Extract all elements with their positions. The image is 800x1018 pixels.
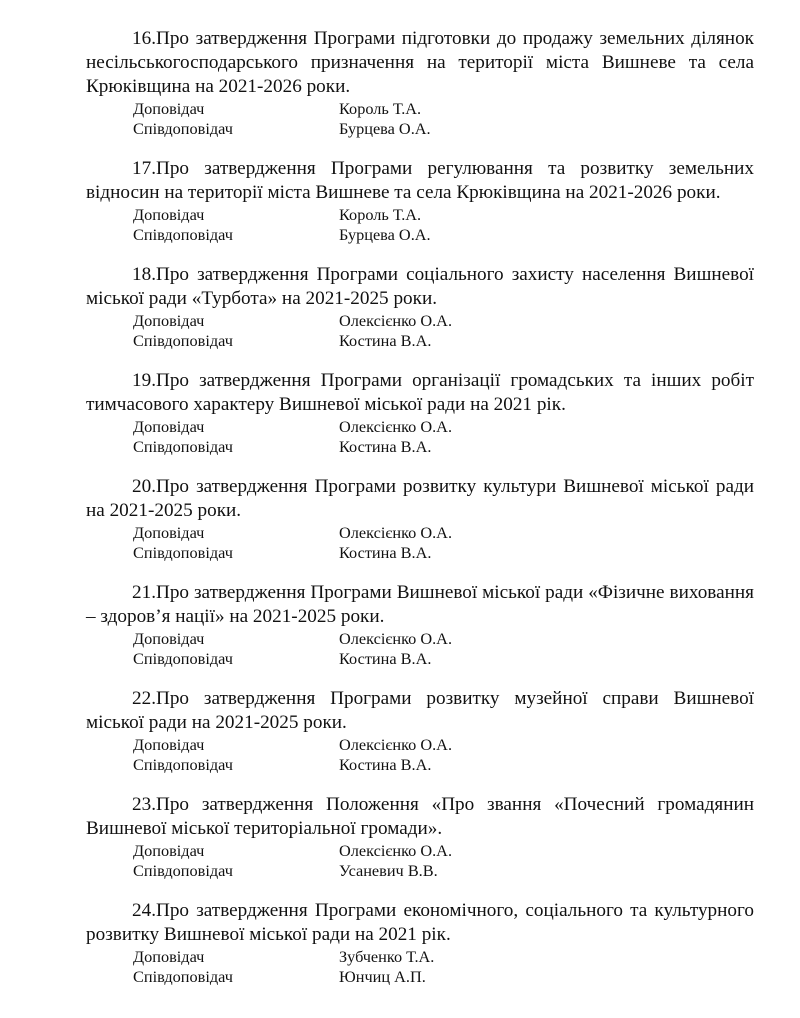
reporter-row — [86, 99, 754, 119]
reporter-label: Доповідач — [133, 947, 205, 966]
coreporter-label: Співдоповідач — [133, 543, 233, 562]
coreporter-name: Костина В.А. — [339, 755, 432, 774]
agenda-item-title: 22.Про затвердження Програми розвитку музейної справи Вишневої міської ради на 2021-2025 роки. — [86, 688, 754, 733]
reporter-label: Доповідач — [133, 205, 205, 224]
agenda-item-title: 18.Про затвердження Програми соціального захисту населення Вишневої міської ради «Турбота» на 2021-2025 роки. — [86, 264, 754, 309]
reporter-name: Олексієнко О.А. — [339, 735, 453, 754]
coreporter-name: Бурцева О.А. — [339, 225, 431, 244]
reporter-name: Король Т.А. — [339, 99, 422, 118]
coreporter-label: Співдоповідач — [133, 967, 233, 986]
agenda-item-title: 23.Про затвердження Положення «Про звання «Почесний громадянин Вишневої міської територіальної громади». — [86, 794, 754, 839]
reporter-label: Доповідач — [133, 841, 205, 860]
agenda-item-title: 17.Про затвердження Програми регулювання та розвитку земельних відносин на території міста Вишневе та села Крюківщина на 2021-2026 роки. — [86, 158, 754, 203]
reporter-row — [86, 629, 754, 649]
reporter-row — [86, 417, 754, 437]
reporter-label: Доповідач — [133, 99, 205, 118]
reporter-name: Олексієнко О.А. — [339, 523, 453, 542]
coreporter-row — [86, 649, 754, 669]
reporter-name: Олексієнко О.А. — [339, 417, 453, 436]
coreporter-row — [86, 225, 754, 245]
coreporter-name: Усаневич В.В. — [339, 861, 438, 880]
agenda-item-16 — [86, 27, 754, 139]
coreporter-label: Співдоповідач — [133, 331, 233, 350]
coreporter-label: Співдоповідач — [133, 119, 233, 138]
reporter-row — [86, 523, 754, 543]
agenda-item-21 — [86, 581, 754, 669]
coreporter-row — [86, 331, 754, 351]
agenda-item-19 — [86, 369, 754, 457]
coreporter-row — [86, 543, 754, 563]
agenda-item-20 — [86, 475, 754, 563]
coreporter-row — [86, 755, 754, 775]
reporter-row — [86, 311, 754, 331]
agenda-item-23 — [86, 793, 754, 881]
coreporter-label: Співдоповідач — [133, 861, 233, 880]
coreporter-row — [86, 967, 754, 987]
agenda-item-17 — [86, 157, 754, 245]
coreporter-label: Співдоповідач — [133, 225, 233, 244]
reporter-row — [86, 735, 754, 755]
coreporter-row — [86, 861, 754, 881]
agenda-item-22 — [86, 687, 754, 775]
agenda-item-title: 20.Про затвердження Програми розвитку культури Вишневої міської ради на 2021-2025 роки. — [86, 476, 754, 521]
coreporter-name: Костина В.А. — [339, 649, 432, 668]
coreporter-label: Співдоповідач — [133, 437, 233, 456]
agenda-item-title: 24.Про затвердження Програми економічного, соціального та культурного розвитку Вишневої міської ради на 2021 рік. — [86, 900, 754, 945]
reporter-row — [86, 205, 754, 225]
reporter-label: Доповідач — [133, 523, 205, 542]
reporter-label: Доповідач — [133, 735, 205, 754]
agenda-item-title: 16.Про затвердження Програми підготовки до продажу земельних ділянок несільськогосподарського призначення на території міста Вишневе та села Крюківщина на 2021-2026 роки. — [86, 28, 754, 97]
coreporter-name: Костина В.А. — [339, 437, 432, 456]
coreporter-label: Співдоповідач — [133, 755, 233, 774]
reporter-label: Доповідач — [133, 311, 205, 330]
reporter-row — [86, 947, 754, 967]
reporter-name: Король Т.А. — [339, 205, 422, 224]
agenda-item-24 — [86, 899, 754, 987]
coreporter-label: Співдоповідач — [133, 649, 233, 668]
reporter-label: Доповідач — [133, 417, 205, 436]
reporter-name: Олексієнко О.А. — [339, 841, 453, 860]
reporter-row — [86, 841, 754, 861]
agenda-item-18 — [86, 263, 754, 351]
reporter-name: Олексієнко О.А. — [339, 629, 453, 648]
coreporter-row — [86, 119, 754, 139]
agenda-item-title: 21.Про затвердження Програми Вишневої міської ради «Фізичне виховання – здоров’я нації» на 2021-2025 роки. — [86, 582, 754, 627]
coreporter-name: Юнчиц А.П. — [339, 967, 426, 986]
coreporter-name: Бурцева О.А. — [339, 119, 431, 138]
agenda-item-title: 19.Про затвердження Програми організації громадських та інших робіт тимчасового характеру Вишневої міської ради на 2021 рік. — [86, 370, 754, 415]
reporter-label: Доповідач — [133, 629, 205, 648]
coreporter-name: Костина В.А. — [339, 543, 432, 562]
coreporter-name: Костина В.А. — [339, 331, 432, 350]
reporter-name: Олексієнко О.А. — [339, 311, 453, 330]
coreporter-row — [86, 437, 754, 457]
reporter-name: Зубченко Т.А. — [339, 947, 435, 966]
